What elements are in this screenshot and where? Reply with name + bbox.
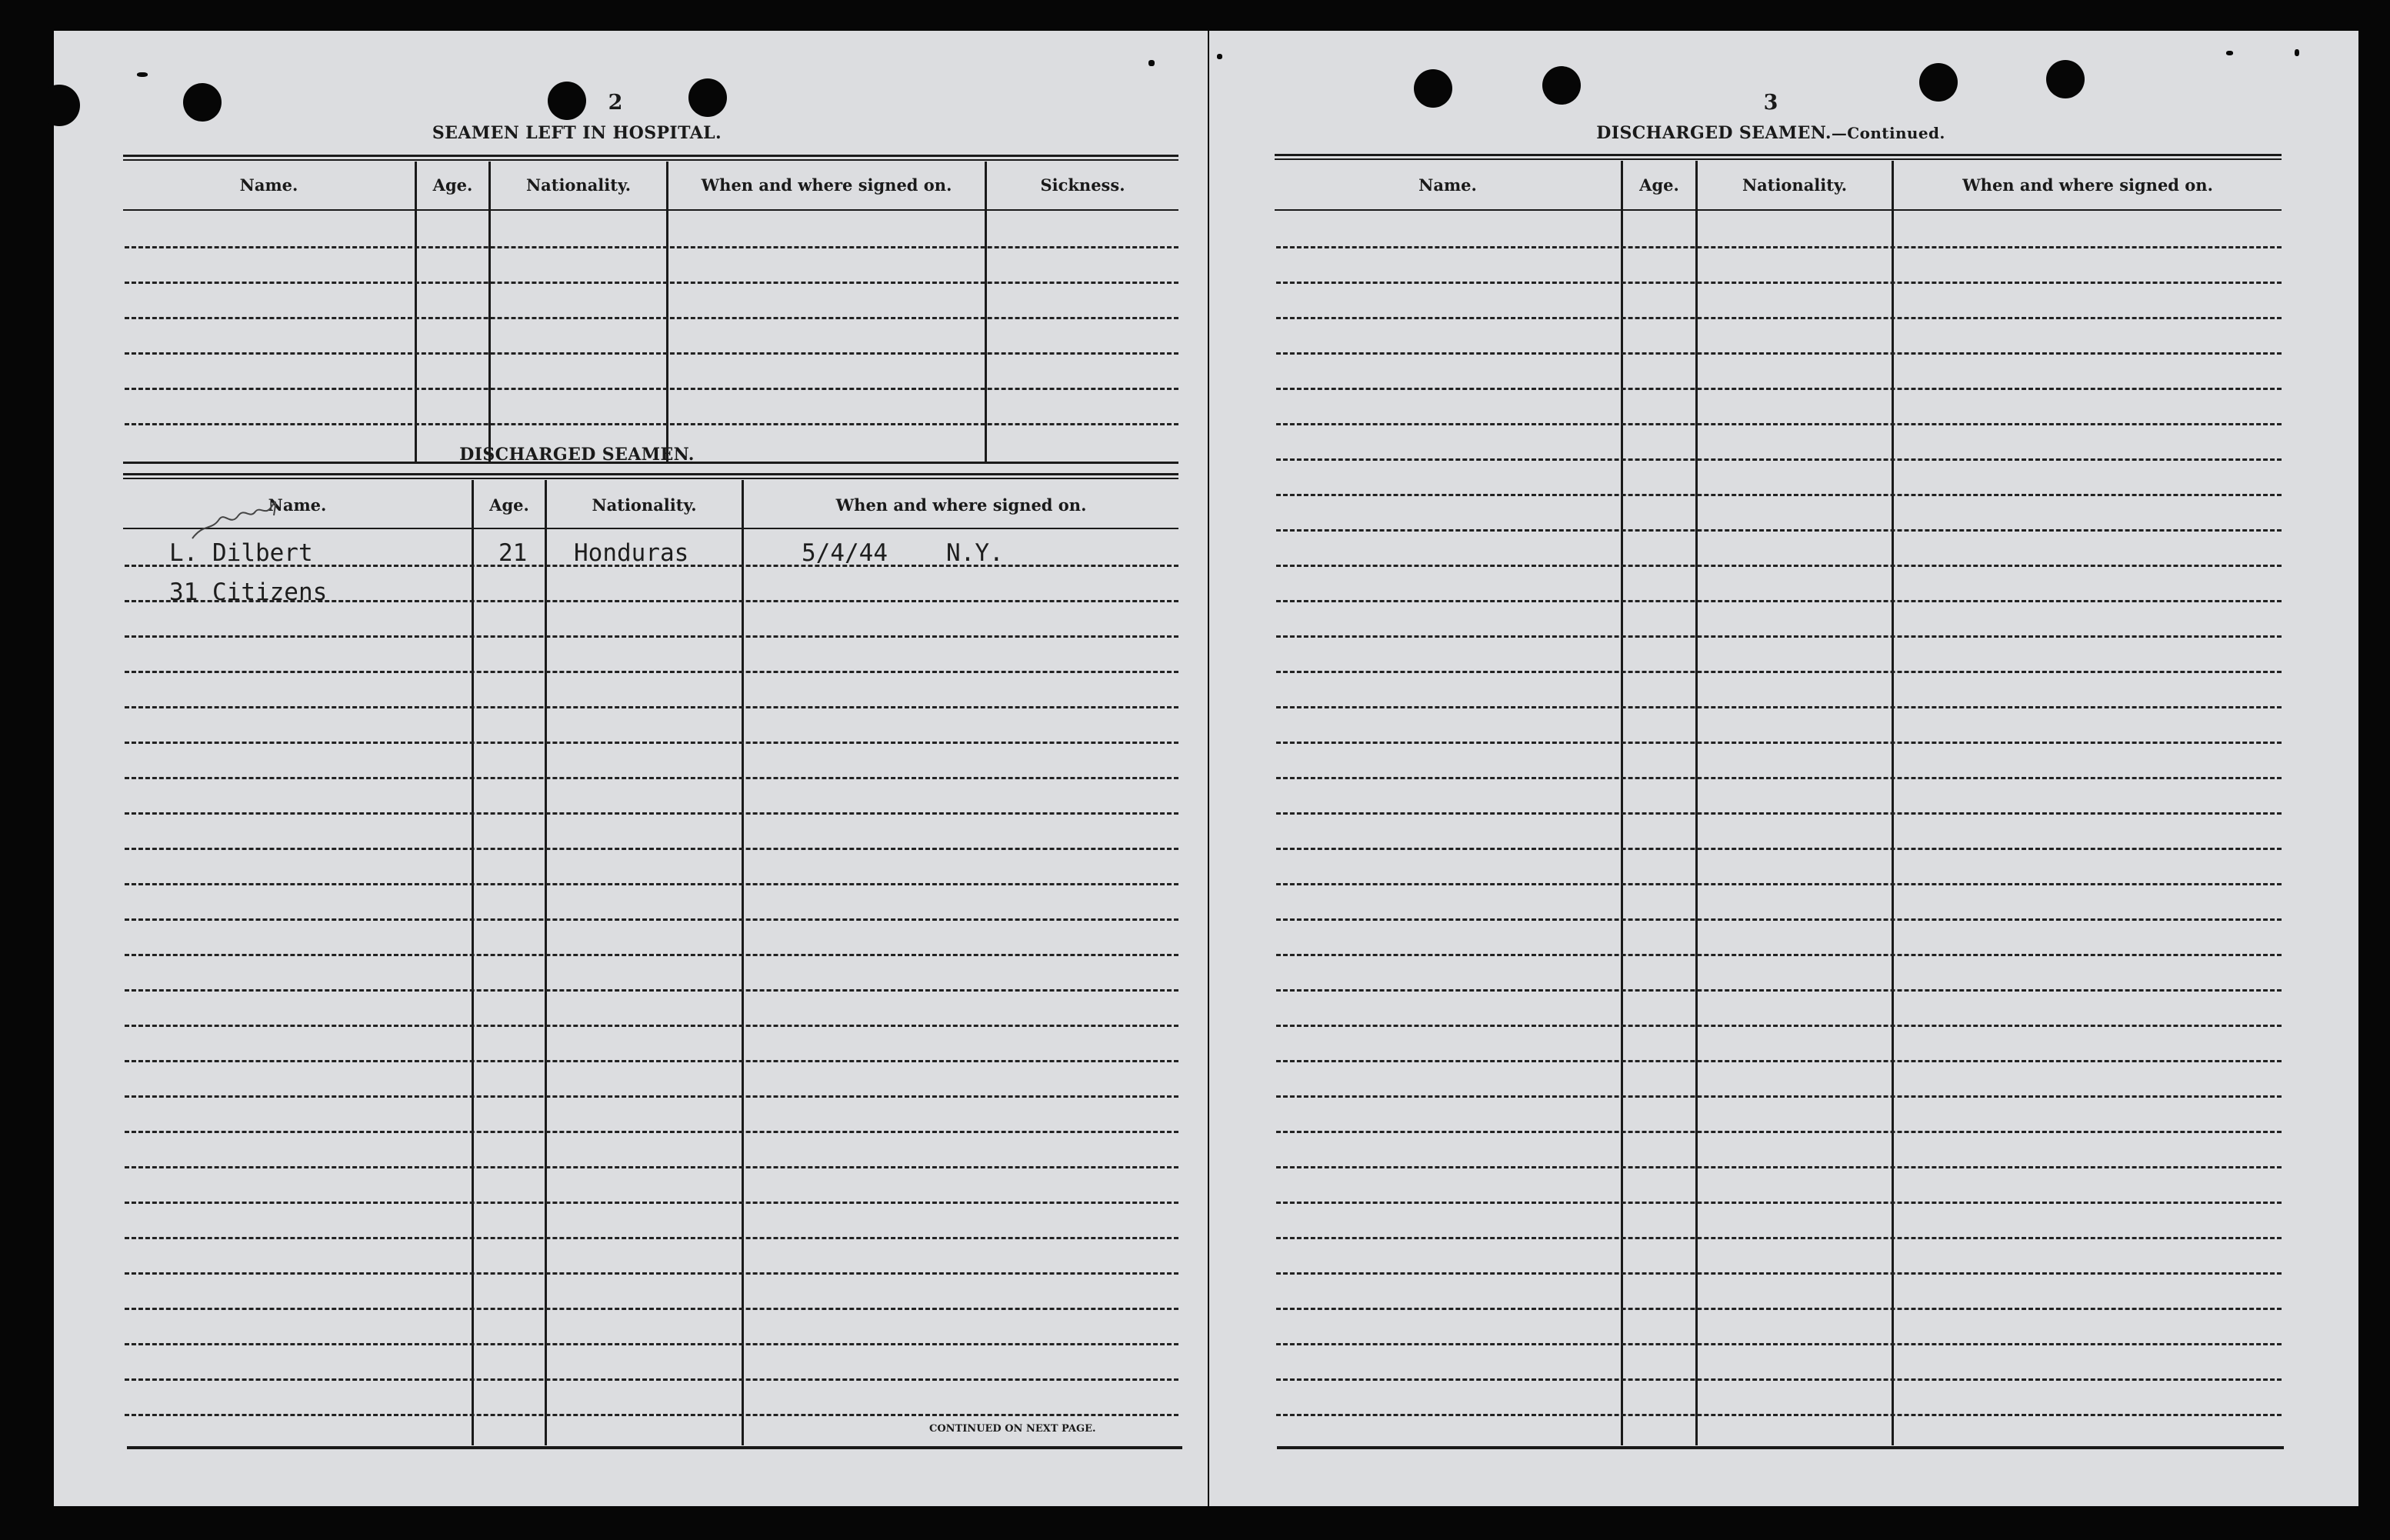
ruled-line [1276, 352, 2282, 355]
column-header-age: Age. [489, 495, 529, 515]
punch-hole [1414, 69, 1452, 108]
column-header-name: Name. [1418, 175, 1477, 195]
ruled-line [1276, 1343, 2282, 1345]
bottom-rule [127, 1446, 1182, 1449]
left-page [54, 31, 1208, 1506]
table-top-rule [1275, 154, 2282, 156]
page-number: 3 [1763, 91, 1778, 115]
column-divider [545, 480, 547, 1445]
ruled-line [1276, 423, 2282, 425]
ruled-line [125, 1131, 1178, 1133]
bottom-rule [1277, 1446, 2284, 1449]
ruled-line [125, 954, 1178, 956]
column-header-signed-on: When and where signed on. [701, 175, 952, 195]
entry-nationality: Honduras [574, 539, 689, 567]
scan-speck [1148, 60, 1155, 66]
ruled-line [125, 282, 1178, 284]
punch-hole [1542, 66, 1581, 105]
scan-speck [2226, 51, 2233, 55]
ruled-line [1276, 494, 2282, 496]
ruled-line [1276, 246, 2282, 248]
ruled-line [1276, 1202, 2282, 1204]
ruled-line [1276, 1378, 2282, 1381]
punch-hole [688, 78, 727, 117]
ruled-line [125, 742, 1178, 744]
right-page [1209, 31, 2358, 1506]
ruled-line [1276, 671, 2282, 673]
punch-hole [1919, 63, 1958, 102]
ruled-line [125, 352, 1178, 355]
ruled-line [1276, 918, 2282, 921]
ruled-line [1276, 282, 2282, 284]
ruled-line [125, 1060, 1178, 1062]
ruled-line [1276, 1237, 2282, 1239]
ruled-line [1276, 458, 2282, 461]
ruled-line [1276, 529, 2282, 532]
ruled-line [125, 848, 1178, 850]
ruled-line [125, 989, 1178, 992]
scan-speck [1217, 54, 1222, 59]
section-title-suffix: —Continued. [1831, 124, 1945, 142]
ruled-line [1276, 1060, 2282, 1062]
table-top-rule [123, 159, 1178, 161]
table-top-rule [123, 473, 1178, 475]
ruled-line [1276, 742, 2282, 744]
ruled-line [1276, 635, 2282, 638]
page-number: 2 [608, 91, 623, 115]
ruled-line [125, 1237, 1178, 1239]
ruled-line [125, 423, 1178, 425]
column-divider [415, 162, 417, 462]
ruled-line [125, 1202, 1178, 1204]
ruled-line [1276, 848, 2282, 850]
ruled-line [125, 246, 1178, 248]
ruled-line [1276, 1025, 2282, 1027]
entry-age: 21 [498, 539, 528, 567]
ruled-line [1276, 1166, 2282, 1168]
ruled-line [1276, 954, 2282, 956]
ruled-line [1276, 388, 2282, 390]
ruled-line [125, 1414, 1178, 1416]
entry-place: N.Y. [946, 539, 1004, 567]
header-underline [1275, 209, 2282, 211]
column-divider [472, 480, 474, 1445]
column-divider [985, 162, 987, 462]
ruled-line [1276, 812, 2282, 815]
column-header-nationality: Nationality. [1742, 175, 1848, 195]
ruled-line [125, 1025, 1178, 1027]
ruled-line [125, 883, 1178, 885]
hospital-section-title: SEAMEN LEFT IN HOSPITAL. [432, 123, 722, 143]
discharged-section-title: DISCHARGED SEAMEN. [459, 445, 695, 465]
ruled-line [125, 812, 1178, 815]
ruled-line [1276, 600, 2282, 602]
table-top-rule [123, 155, 1178, 157]
ruled-line [125, 706, 1178, 708]
entry-name: 31 Citizens [169, 578, 328, 606]
column-header-name: Name. [268, 495, 327, 515]
column-header-nationality: Nationality. [592, 495, 697, 515]
column-header-nationality: Nationality. [525, 175, 632, 195]
ruled-line [1276, 1131, 2282, 1133]
ruled-line [1276, 1272, 2282, 1275]
ruled-line [125, 1378, 1178, 1381]
ruled-line [1276, 883, 2282, 885]
ruled-line [125, 1166, 1178, 1168]
ruled-line [1276, 989, 2282, 992]
ruled-line [1276, 1414, 2282, 1416]
punch-hole [38, 85, 80, 126]
ruled-line [1276, 565, 2282, 567]
ruled-line [125, 1095, 1178, 1098]
column-divider [488, 162, 491, 462]
table-top-rule [123, 478, 1178, 479]
column-header-age: Age. [1639, 175, 1679, 195]
scan-speck [137, 72, 148, 77]
ruled-line [1276, 1095, 2282, 1098]
ruled-line [125, 918, 1178, 921]
header-underline [123, 209, 1178, 211]
ruled-line [125, 1343, 1178, 1345]
ruled-line [125, 317, 1178, 319]
column-divider [666, 162, 668, 462]
column-header-sickness: Sickness. [1040, 175, 1125, 195]
scan-speck [2295, 49, 2299, 56]
entry-date: 5/4/44 [802, 539, 888, 567]
column-header-name: Name. [239, 175, 298, 195]
punch-hole [2046, 60, 2085, 98]
column-header-signed-on: When and where signed on. [1962, 175, 2213, 195]
ruled-line [125, 388, 1178, 390]
table-top-rule [1275, 158, 2282, 160]
punch-hole [183, 83, 222, 122]
column-header-signed-on: When and where signed on. [835, 495, 1087, 515]
ruled-line [125, 1272, 1178, 1275]
column-header-age: Age. [432, 175, 473, 195]
continued-note: CONTINUED ON NEXT PAGE. [929, 1423, 1096, 1435]
ruled-line [125, 777, 1178, 779]
punch-hole [548, 82, 586, 120]
ruled-line [125, 1308, 1178, 1310]
ruled-line [1276, 706, 2282, 708]
column-divider [742, 480, 744, 1445]
section-title [1463, 123, 2078, 143]
ruled-line [1276, 1308, 2282, 1310]
section-title-main: DISCHARGED SEAMEN. [1596, 123, 1832, 143]
ruled-line [1276, 777, 2282, 779]
entry-name: L. Dilbert [169, 539, 313, 567]
ruled-line [125, 635, 1178, 638]
ruled-line [125, 671, 1178, 673]
ruled-line [1276, 317, 2282, 319]
